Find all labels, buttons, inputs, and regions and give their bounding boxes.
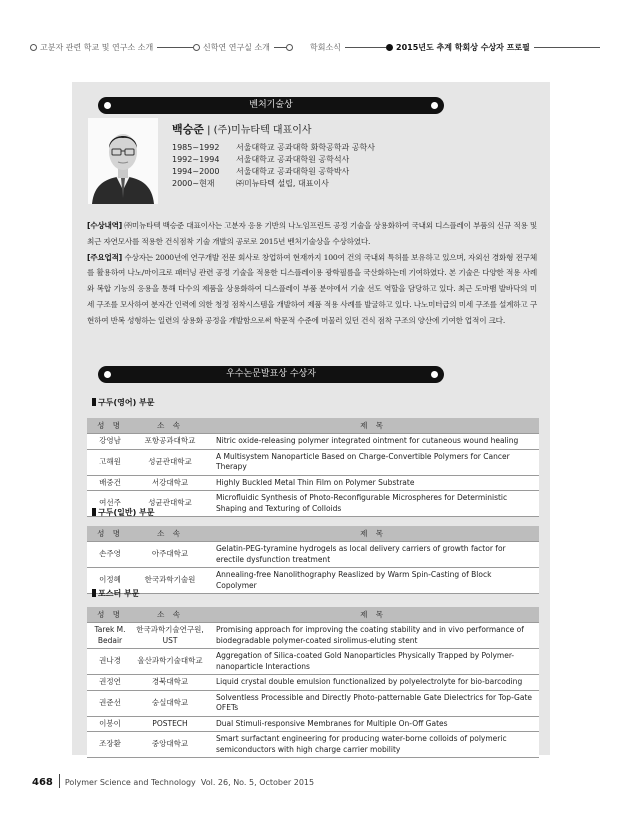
page-number: 468	[32, 777, 53, 788]
nav-item-label: 2015년도 추계 학회상 수상자 프로필	[396, 43, 530, 52]
awardee-name	[172, 121, 312, 137]
nav-item-label: 고분자 관련 학교 및 연구소 소개	[40, 43, 154, 52]
table-header-row	[87, 526, 539, 542]
achievements-text: 수상자는 2000년에 연구개발 전문 회사로 창업하여 현재까지 100여 건의 국내외 특허를 보유하고 있으며, 자외선 경화형 전구체를 활용하여 나노/마이크로 패터닝 관련 공정 기술을 적용한 디스플레이용 광학필름을 국산화하는데 기여하였다. 본 기술은 다양한 적용 사례와 복합 기능의 응용을 통해 다수의 제품을 상용화하여 디스플레이 부품 분야에서 기술 선도 역할을 담당하고 있다. 최근 도마뱀 발바닥의 미세 구조를 모사하여 분자간 인력에 의한 청정 점착시스템을 개발하여 제품 적용 사례를 발굴하고 있다. 나노미터급의 미세 구조를 설계하고 구현하여 반복 성형하는 일련의 상용화 공정을 개발함으로써 학문적 수준에 머물러 있던 건식 점착 구조의 양산에 기여한 업적이 크다.	[87, 252, 537, 325]
nav-item-award-profiles[interactable]	[386, 42, 534, 53]
section-title-venture	[98, 97, 444, 114]
table-row: 조장환 중앙대학교 Smart surfactant engineering for producing water-borne colloids of polymeric semiconductors with high charge carrier mobility	[87, 732, 539, 758]
group-heading: 구두(영어) 부문	[92, 397, 154, 408]
nav-dot-icon	[386, 44, 393, 51]
nav-dot-icon	[286, 44, 293, 51]
award-details-label: [수상내역]	[87, 221, 123, 230]
header-affiliation: 소 속	[133, 418, 207, 434]
header-name: 성 명	[87, 526, 133, 542]
awardee-table	[87, 607, 539, 758]
nav-dot-icon	[193, 44, 200, 51]
bullet-icon	[104, 371, 111, 378]
header-affiliation: 소 속	[133, 526, 207, 542]
name-separator: |	[207, 125, 214, 136]
square-bullet-icon	[92, 589, 96, 597]
table-row: Tarek M. Bedair 한국과학기술연구원, UST Promising approach for improving the coating stability and in vivo performance of biodegradable polymer-coated sirolimus-eluting stent	[87, 623, 539, 649]
table-row: 이봉이 POSTECH Dual Stimuli-responsive Membranes for Multiple On-Off Gates	[87, 716, 539, 732]
nav-dot-icon	[30, 44, 37, 51]
header-title: 제 목	[207, 607, 539, 623]
header-name: 성 명	[87, 418, 133, 434]
table-row: 배중건 서강대학교 Highly Buckled Metal Thin Film on Polymer Substrate	[87, 475, 539, 491]
footer-divider	[59, 774, 60, 788]
header-name: 성 명	[87, 607, 133, 623]
achievements-paragraph	[87, 250, 537, 329]
career-item: 1985~1992 서울대학교 공과대학 화학공학과 공학사	[172, 143, 376, 152]
table-header-row	[87, 418, 539, 434]
person-portrait-icon	[88, 118, 158, 204]
page-footer	[32, 774, 314, 788]
table-row: 여선주 성균관대학교 Microfluidic Synthesis of Photo-Reconfigurable Microspheres for Deterministic Shaping and Texturing of Colloids	[87, 491, 539, 517]
bullet-icon	[431, 371, 438, 378]
journal-issue: Vol. 26, No. 5, October 2015	[200, 778, 315, 787]
group-heading: 구두(일반) 부문	[92, 507, 154, 518]
square-bullet-icon	[92, 508, 96, 516]
group-heading: 포스터 부문	[92, 588, 139, 599]
awardee-table	[87, 418, 539, 517]
bullet-icon	[431, 102, 438, 109]
nav-item-schools[interactable]	[30, 42, 157, 53]
table-row: 이정혜 한국과학기술원 Annealing-free Nanolithography Reaslized by Warm Spin-Casting of Block Copolymer	[87, 568, 539, 594]
nav-item-news[interactable]	[286, 42, 345, 53]
header-title: 제 목	[207, 526, 539, 542]
award-details-text: ㈜미뉴타텍 백승준 대표이사는 고분자 응용 기반의 나노임프린트 공정 기술을 상용화하여 국내외 디스플레이 부품의 신규 적용 및 최근 자연모사를 적용한 건식점착 기술 개발의 공로로 2015년 벤처기술상을 수상하였다.	[87, 221, 537, 246]
table-row: 권준선 숭실대학교 Solventless Processible and Directly Photo-patternable Gate Dielectrics for Top-Gate OFETs	[87, 690, 539, 716]
awardee-name-text: 백승준	[172, 123, 204, 136]
career-item: 1992~1994 서울대학교 공과대학원 공학석사	[172, 155, 350, 164]
square-bullet-icon	[92, 398, 96, 406]
table-row: 강영남 포항공과대학교 Nitric oxide-releasing polymer integrated ointment for cutaneous wound healing	[87, 434, 539, 450]
header-affiliation: 소 속	[133, 607, 207, 623]
nav-item-labs[interactable]	[193, 42, 274, 53]
section-title-text: 우수논문발표상 수상자	[226, 369, 316, 379]
top-nav	[30, 38, 600, 58]
career-item: 2000~현재 ㈜미뉴타텍 설립, 대표이사	[172, 179, 329, 188]
achievements-label: [주요업적]	[87, 252, 123, 262]
awardee-table	[87, 526, 539, 594]
table-row: 권나경 울산과학기술대학교 Aggregation of Silica-coated Gold Nanoparticles Physically Trapped by Polymer-nanoparticle Interactions	[87, 649, 539, 675]
awardee-affiliation: (주)미뉴타텍 대표이사	[213, 125, 312, 136]
journal-name: Polymer Science and Technology	[64, 778, 196, 787]
award-details-paragraph	[87, 218, 537, 250]
table-row: 권정연 경북대학교 Liquid crystal double emulsion functionalized by polyelectrolyte for bio-barcoding	[87, 675, 539, 691]
nav-item-label: 신학연 연구실 소개	[203, 43, 270, 52]
career-list	[172, 142, 375, 190]
career-item: 1994~2000 서울대학교 공과대학원 공학박사	[172, 167, 350, 176]
award-description	[87, 218, 537, 329]
table-header-row	[87, 607, 539, 623]
section-title-text: 벤처기술상	[249, 100, 293, 110]
section-title-paper-award	[98, 366, 444, 383]
portrait-photo	[88, 118, 158, 204]
nav-item-label: 학회소식	[310, 43, 341, 52]
table-row: 손주영 아주대학교 Gelatin-PEG-tyramine hydrogels as local delivery carriers of growth factor for erectile dysfunction treatment	[87, 542, 539, 568]
bullet-icon	[104, 102, 111, 109]
header-title: 제 목	[207, 418, 539, 434]
table-row: 고해원 성균관대학교 A Multisystem Nanoparticle Based on Charge-Convertible Polymers for Cancer Therapy	[87, 449, 539, 475]
